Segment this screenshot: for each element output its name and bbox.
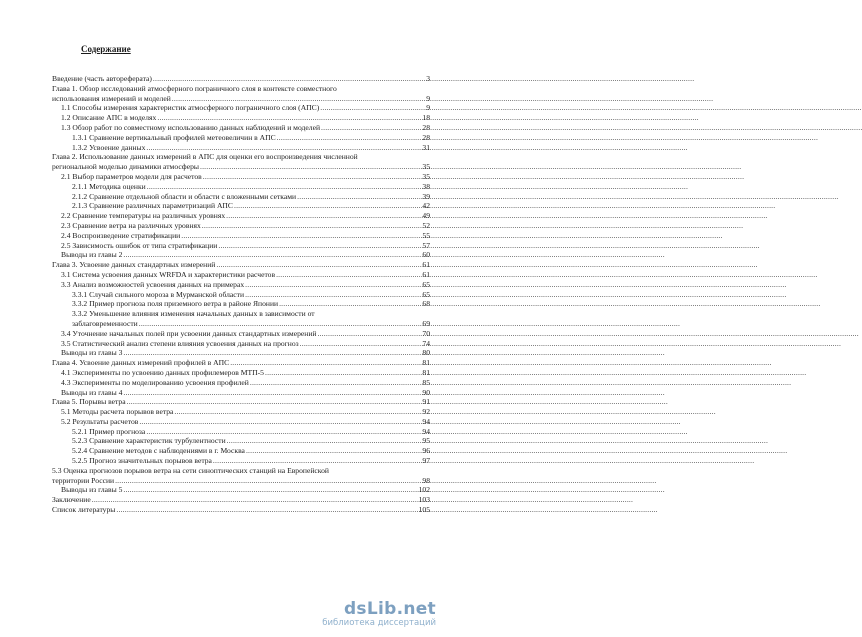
table-of-contents [52,74,430,515]
toc-entry[interactable] [52,358,430,368]
toc-entry[interactable] [52,250,430,260]
toc-entry[interactable] [52,495,430,505]
toc-entry-label: 1.3.1 Сравнение вертикальный профилей метеовеличин в АПС [72,132,276,142]
toc-entry-label: 3.3.2 Пример прогноза поля приземного ветра в районе Японии [72,299,279,309]
toc-entry-label: региональной моделью динамики атмосферы [52,162,199,172]
toc-entry-label: 3.4 Уточнение начальных полей при усвоении данных стандартных измерений [61,328,317,338]
toc-entry-label: Выводы из главы 3 [61,348,123,358]
toc-leader-dots [234,201,421,211]
toc-leader-dots [146,427,421,437]
toc-leader-dots [246,446,421,456]
toc-entry[interactable] [52,260,430,270]
toc-leader-dots [92,495,418,505]
toc-page-number: 52 [422,220,430,230]
toc-leader-dots [174,407,421,417]
toc-entry-label: Введение (часть автореферата) [52,74,152,83]
toc-leader-dots [139,319,422,329]
toc-leader-dots [226,211,421,221]
toc-entry-label: 3.3.1 Случай сильного мороза в Мурманской области [72,289,245,299]
toc-leader-dots [181,231,421,241]
toc-page-number: 28 [422,122,430,132]
toc-entry-label: 2.3 Сравнение ветра на различных уровнях [61,220,201,230]
toc-page-number: 60 [422,250,430,260]
toc-page-number: 98 [422,475,430,485]
toc-leader-dots [213,456,421,466]
toc-leader-dots [147,182,422,192]
toc-page-number: 55 [422,230,430,240]
toc-page-number: 35 [422,162,430,172]
toc-leader-dots [276,270,421,280]
toc-page-number: 69 [422,318,430,328]
toc-leader-dots [200,162,421,172]
toc-entry[interactable] [52,417,430,427]
watermark-tagline: библиотека диссертаций [322,618,436,628]
toc-entry-label: Заключение [52,495,91,505]
toc-leader-dots [153,74,425,84]
toc-entry[interactable] [52,74,430,84]
toc-entry-label: Выводы из главы 4 [61,387,123,397]
toc-leader-dots [230,358,421,368]
toc-page-number: 74 [422,338,430,348]
toc-page-number: 92 [422,407,430,417]
toc-page-number: 102 [418,485,430,495]
toc-entry[interactable] [52,397,430,407]
toc-page-number: 42 [422,201,430,211]
page-title: Содержание [81,44,131,54]
toc-entry[interactable] [52,231,430,241]
toc-entry-label: 2.5 Зависимость ошибок от типа стратификации [61,240,218,250]
toc-page-number: 85 [422,377,430,387]
toc-entry[interactable] [52,211,430,221]
toc-entry-label: 1.3 Обзор работ по совместному использованию данных наблюдений и моделей [61,122,321,132]
toc-leader-dots [203,172,422,182]
toc-leader-dots [297,192,421,202]
toc-entry[interactable] [52,427,430,437]
toc-entry[interactable] [52,103,430,113]
toc-entry[interactable] [52,94,430,104]
toc-leader-dots [317,329,421,339]
toc-entry-label: Глава 3. Усвоение данных стандартных измерений [52,260,216,270]
watermark-logo [316,599,436,631]
toc-entry[interactable] [52,123,430,133]
toc-entry-label: 5.2.3 Сравнение характеристик турбулентности [72,436,226,446]
toc-page-number: 35 [422,171,430,181]
toc-entry-label: 5.2 Результаты расчетов [61,416,139,426]
toc-entry[interactable] [52,241,430,251]
toc-leader-dots [218,241,421,251]
toc-leader-dots [250,378,422,388]
toc-entry[interactable] [52,172,430,182]
toc-leader-dots [321,123,421,133]
toc-leader-dots [265,368,421,378]
toc-page-number: 31 [422,142,430,152]
toc-entry-line: 3.3.2 Уменьшение влияния изменения начальных данных в зависимости от [72,309,315,319]
toc-entry-line: Глава 2. Использование данных измерений в АПС для оценки его воспроизведения численной [52,152,358,162]
toc-entry-line: 5.3 Оценка прогнозов порывов ветра на сети синоптических станций на Европейской [52,465,329,475]
toc-leader-dots [139,417,421,427]
toc-entry[interactable] [52,446,430,456]
toc-entry[interactable] [52,456,430,466]
toc-page-number: 95 [422,436,430,446]
toc-leader-dots [146,143,421,153]
toc-entry[interactable] [52,436,430,446]
toc-leader-dots [123,250,421,260]
toc-entry-label: 1.3.2 Усвоение данных [72,142,146,152]
toc-entry[interactable] [52,182,430,192]
toc-leader-dots [245,280,421,290]
toc-page-number: 103 [418,495,430,505]
toc-leader-dots [279,299,421,309]
toc-entry-label: Глава 4. Усвоение данных измерений профилей в АПС [52,358,230,368]
toc-page-number: 94 [422,416,430,426]
toc-entry-label: 5.2.5 Прогноз значительных порывов ветра [72,456,212,466]
toc-leader-dots [172,94,425,104]
toc-entry-label: 1.2 Описание АПС в моделях [61,113,157,123]
toc-entry-label: 2.1.2 Сравнение отдельной области и области с вложенными сетками [72,191,297,201]
toc-entry-label: заблаговременности [72,318,138,328]
toc-page-number: 38 [422,181,430,191]
toc-leader-dots [202,221,422,231]
toc-entry-label: 5.2.4 Сравнение методов с наблюдениями в г. Москва [72,446,245,456]
toc-entry[interactable] [52,485,430,495]
toc-entry-label: 3.5 Статистический анализ степени влияния усвоения данных на прогноз [61,338,299,348]
toc-page-number: 81 [422,358,430,368]
toc-entry[interactable] [52,348,430,358]
toc-page-number: 105 [418,505,430,515]
toc-entry[interactable] [52,299,430,309]
toc-leader-dots [123,348,421,358]
toc-entry-label: 1.1 Способы измерения характеристик атмосферного пограничного слоя (АПС) [61,103,320,113]
toc-entry[interactable] [52,113,430,123]
toc-entry-label: территории России [52,475,115,485]
toc-page-number: 61 [422,260,430,270]
toc-page-number: 90 [422,387,430,397]
toc-entry-label: использования измерений и моделей [52,93,171,103]
toc-leader-dots [320,103,425,113]
toc-page-number: 61 [422,269,430,279]
toc-entry[interactable] [52,221,430,231]
toc-entry[interactable] [52,201,430,211]
toc-page-number: 68 [422,299,430,309]
toc-leader-dots [123,485,417,495]
toc-entry-label: 2.1 Выбор параметров модели для расчетов [61,171,202,181]
toc-entry-label: 4.1 Эксперименты по усвоению данных профилемеров МТП-5 [61,367,264,377]
toc-page-number: 96 [422,446,430,456]
toc-entry-label: Глава 5. Порывы ветра [52,397,126,407]
toc-entry-label: 5.1 Методы расчета порывов ветра [61,407,174,417]
toc-entry-label: Выводы из главы 2 [61,250,123,260]
toc-entry[interactable] [52,407,430,417]
toc-entry-label: 3.1 Система усвоения данных WRFDA и характеристики расчетов [61,269,276,279]
toc-entry-label: 2.4 Воспроизведение стратификации [61,230,181,240]
toc-entry[interactable] [52,378,430,388]
toc-entry-label: 4.3 Эксперименты по моделированию усвоения профилей [61,377,249,387]
toc-entry[interactable] [52,476,430,486]
toc-page-number: 81 [422,367,430,377]
toc-entry-label: Выводы из главы 5 [61,485,123,495]
toc-entry-label: Список литературы [52,505,116,515]
toc-page-number: 57 [422,240,430,250]
toc-page-number: 80 [422,348,430,358]
toc-entry[interactable] [52,388,430,398]
toc-entry[interactable] [52,270,430,280]
toc-leader-dots [216,260,421,270]
toc-page-number: 3 [426,74,430,83]
toc-entry-label: 5.2.1 Пример прогноза [72,426,146,436]
toc-entry[interactable] [52,280,430,290]
toc-page-number: 9 [426,103,430,113]
toc-leader-dots [245,290,421,300]
toc-leader-dots [123,388,421,398]
toc-leader-dots [277,133,422,143]
toc-entry-label: 2.1.3 Сравнение различных параметризаций АПС [72,201,233,211]
toc-entry[interactable] [52,368,430,378]
toc-page-number: 70 [422,328,430,338]
toc-leader-dots [115,476,421,486]
toc-page-number: 49 [422,211,430,221]
toc-leader-dots [127,397,422,407]
toc-page-number: 65 [422,279,430,289]
toc-page-number: 9 [426,93,430,103]
toc-entry[interactable] [52,133,430,143]
toc-entry[interactable] [52,192,430,202]
toc-page-number: 65 [422,289,430,299]
toc-entry[interactable] [52,339,430,349]
toc-page-number: 18 [422,113,430,123]
toc-entry[interactable] [52,143,430,153]
toc-entry[interactable] [52,329,430,339]
toc-entry-label: 2.1.1 Методика оценки [72,181,146,191]
toc-entry[interactable] [52,162,430,172]
toc-entry[interactable] [52,505,430,515]
watermark-logo-text: dsLib.net [343,599,436,619]
toc-page-number: 97 [422,456,430,466]
toc-page-number: 39 [422,191,430,201]
toc-page-number: 94 [422,426,430,436]
toc-leader-dots [300,339,422,349]
toc-entry-label: 2.2 Сравнение температуры на различных уровнях [61,211,226,221]
toc-leader-dots [227,436,422,446]
toc-entry[interactable] [52,290,430,300]
toc-leader-dots [157,113,421,123]
toc-entry[interactable] [52,319,430,329]
toc-entry-line: Глава 1. Обзор исследований атмосферного пограничного слоя в контексте совместного [52,83,337,93]
toc-entry-label: 3.3 Анализ возможностей усвоения данных на примерах [61,279,245,289]
toc-leader-dots [116,505,417,515]
toc-page-number: 91 [422,397,430,407]
toc-page-number: 28 [422,132,430,142]
